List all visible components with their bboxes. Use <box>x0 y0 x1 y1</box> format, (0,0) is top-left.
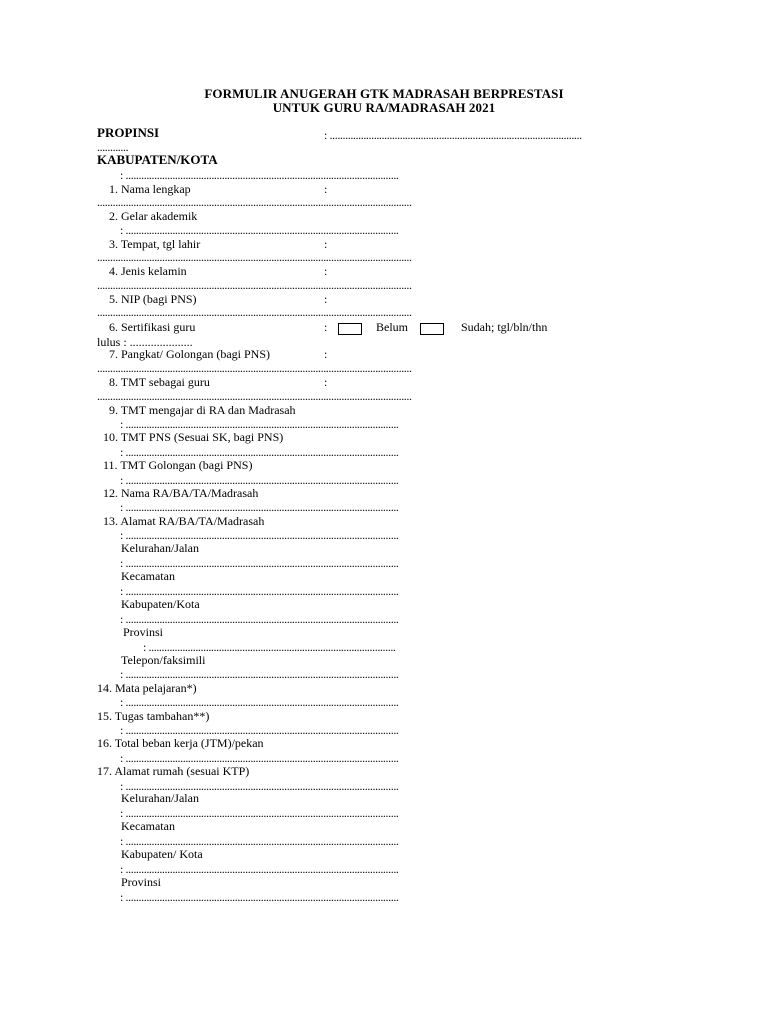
field-13-kelurahan-dots: : ......................................................................................................... <box>120 558 399 568</box>
field-6-colon: : <box>324 320 328 334</box>
field-17-dots: : ......................................................................................................... <box>120 781 399 791</box>
field-13-kelurahan-label: Kelurahan/Jalan <box>121 541 199 555</box>
field-17-kelurahan-dots: : ......................................................................................................... <box>120 808 399 818</box>
field-11-dots: : ......................................................................................................... <box>120 475 399 485</box>
field-13-telepon-label: Telepon/faksimili <box>121 653 206 667</box>
field-2-label: 2. Gelar akademik <box>109 209 198 223</box>
field-4-dots: ......................................................................................................................... <box>97 280 412 290</box>
belum-label: Belum <box>376 320 408 334</box>
field-17-kecamatan-label: Kecamatan <box>121 819 175 833</box>
field-13-kabupaten-label: Kabupaten/Kota <box>121 597 200 611</box>
field-16-dots: : ......................................................................................................... <box>120 753 399 763</box>
field-2-dots: : ......................................................................................................... <box>120 225 399 235</box>
belum-checkbox[interactable] <box>338 323 362 335</box>
field-13-telepon-dots: : ......................................................................................................... <box>120 669 399 679</box>
field-13-provinsi-label: Provinsi <box>123 625 164 639</box>
field-15-label: 15. Tugas tambahan**) <box>97 709 210 723</box>
field-8-label: 8. TMT sebagai guru <box>109 375 210 389</box>
kabupaten-dots: : ......................................................................................................... <box>120 170 399 180</box>
field-13-label: 13. Alamat RA/BA/TA/Madrasah <box>103 514 265 528</box>
field-17-kabupaten-label: Kabupaten/ Kota <box>121 847 203 861</box>
field-1-label: 1. Nama lengkap <box>109 182 191 196</box>
field-13-provinsi-dots: : ............................................................................................... <box>143 642 396 652</box>
field-12-label: 12. Nama RA/BA/TA/Madrasah <box>103 486 259 500</box>
field-1-colon: : <box>324 182 328 196</box>
field-13-kecamatan-dots: : ......................................................................................................... <box>120 586 399 596</box>
field-12-dots: : ......................................................................................................... <box>120 502 399 512</box>
field-8-colon: : <box>324 375 328 389</box>
kabupaten-label: KABUPATEN/KOTA <box>97 152 218 167</box>
field-5-label: 5. NIP (bagi PNS) <box>109 292 197 306</box>
field-7-label: 7. Pangkat/ Golongan (bagi PNS) <box>109 347 270 361</box>
field-7-dots: ......................................................................................................................... <box>97 363 412 373</box>
field-15-dots: : ......................................................................................................... <box>120 725 399 735</box>
field-9-label: 9. TMT mengajar di RA dan Madrasah <box>109 403 296 417</box>
field-13-dots: : ......................................................................................................... <box>120 530 399 540</box>
propinsi-label: PROPINSI <box>97 125 160 140</box>
form-title-line2: UNTUK GURU RA/MADRASAH 2021 <box>272 100 496 115</box>
field-10-dots: : ......................................................................................................... <box>120 447 399 457</box>
field-14-label: 14. Mata pelajaran*) <box>97 681 197 695</box>
field-4-colon: : <box>324 264 328 278</box>
field-13-kabupaten-dots: : ......................................................................................................... <box>120 614 399 624</box>
propinsi-dots-cont: ............ <box>97 142 129 152</box>
field-4-label: 4. Jenis kelamin <box>109 264 187 278</box>
field-13-kecamatan-label: Kecamatan <box>121 569 175 583</box>
field-10-label: 10. TMT PNS (Sesuai SK, bagi PNS) <box>103 430 284 444</box>
field-16-label: 16. Total beban kerja (JTM)/pekan <box>97 736 264 750</box>
field-14-dots: : ......................................................................................................... <box>120 697 399 707</box>
field-3-dots: ......................................................................................................................... <box>97 252 412 262</box>
field-5-dots: ......................................................................................................................... <box>97 307 412 317</box>
field-17-provinsi-dots: : ......................................................................................................... <box>120 892 399 902</box>
field-17-provinsi-label: Provinsi <box>121 875 162 889</box>
field-11-label: 11. TMT Golongan (bagi PNS) <box>103 458 253 472</box>
field-17-label: 17. Alamat rumah (sesuai KTP) <box>97 764 250 778</box>
field-17-kelurahan-label: Kelurahan/Jalan <box>121 791 199 805</box>
field-5-colon: : <box>324 292 328 306</box>
field-8-dots: ......................................................................................................................... <box>97 391 412 401</box>
field-6-label: 6. Sertifikasi guru <box>109 320 196 334</box>
field-3-colon: : <box>324 237 328 251</box>
field-17-kabupaten-dots: : ......................................................................................................... <box>120 864 399 874</box>
lulus-label: lulus : ..................... <box>97 335 193 349</box>
field-3-label: 3. Tempat, tgl lahir <box>109 237 201 251</box>
sudah-checkbox[interactable] <box>420 323 444 335</box>
field-1-dots: ......................................................................................................................... <box>97 197 412 207</box>
sudah-label: Sudah; tgl/bln/thn <box>461 320 548 334</box>
form-title-line1: FORMULIR ANUGERAH GTK MADRASAH BERPRESTASI <box>204 86 564 101</box>
propinsi-dots: : ................................................................................................. <box>324 130 582 140</box>
field-7-colon: : <box>324 347 328 361</box>
field-9-dots: : ......................................................................................................... <box>120 419 399 429</box>
field-17-kecamatan-dots: : ......................................................................................................... <box>120 836 399 846</box>
